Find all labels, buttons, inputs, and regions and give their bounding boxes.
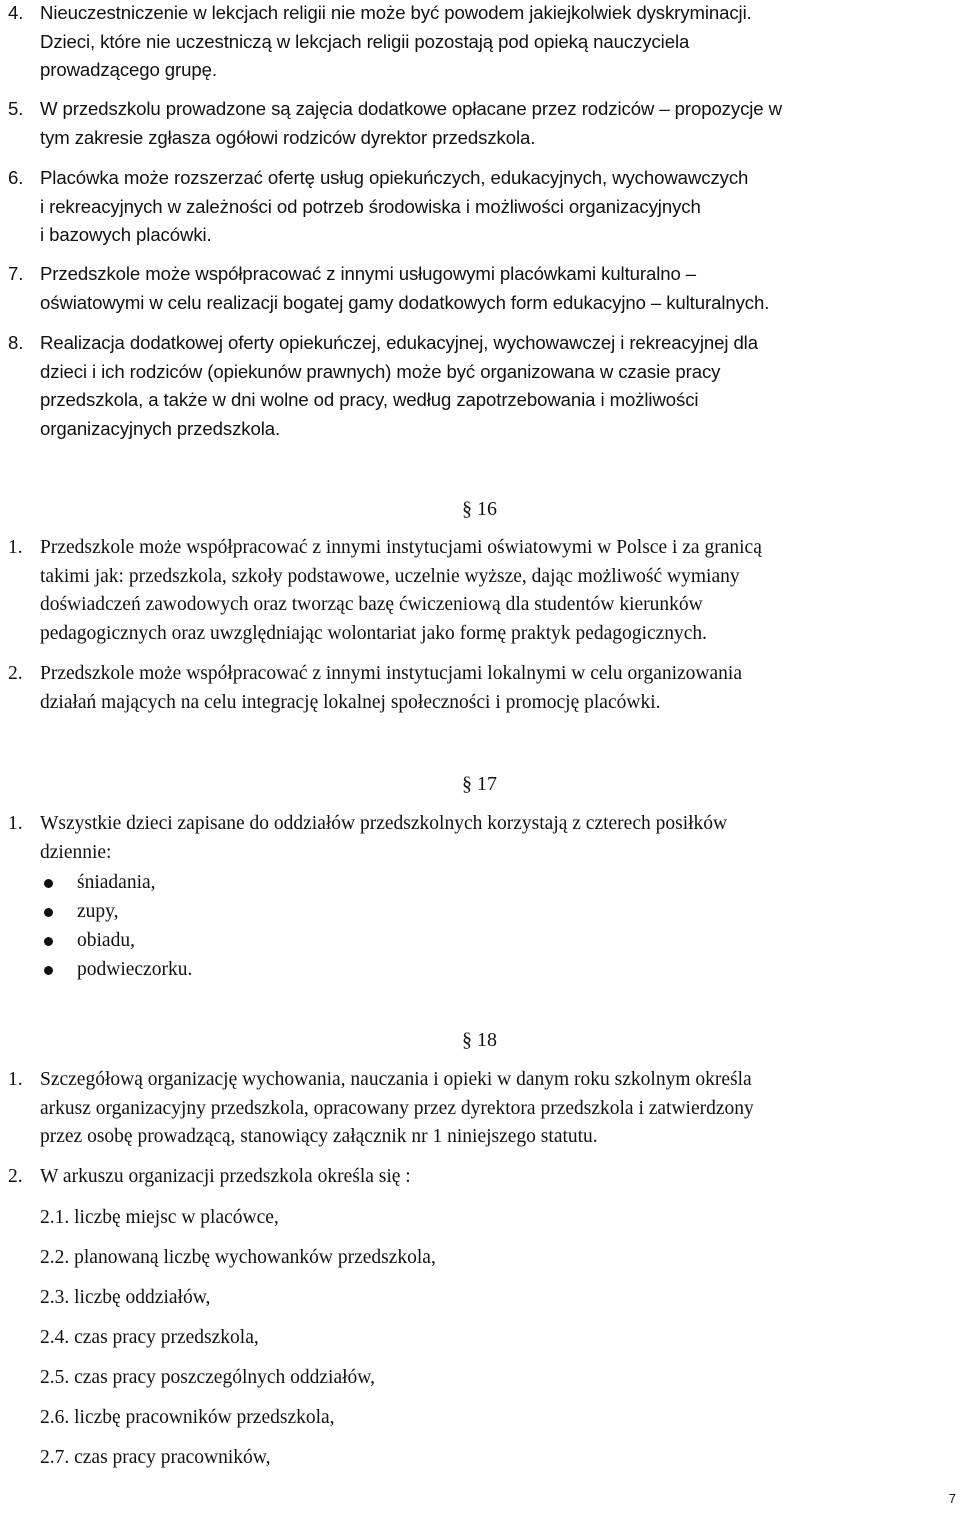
sub-item: 2.7. czas pracy pracowników, xyxy=(40,1447,271,1468)
item-number: 5. xyxy=(8,98,24,119)
item-text-line: organizacyjnych przedszkola. xyxy=(40,417,281,439)
item-number: 2. xyxy=(8,663,23,684)
item-text-line: dziennie: xyxy=(40,841,112,863)
item-text-line: i bazowych placówki. xyxy=(40,224,212,245)
item-text-line: oświatowymi w celu realizacji bogatej gamy dodatkowych form edukacyjno – kulturalnych. xyxy=(40,291,770,313)
sub-item: 2.4. czas pracy przedszkola, xyxy=(40,1327,259,1348)
bullet-icon xyxy=(44,879,53,888)
item-number: 8. xyxy=(8,332,24,353)
item-number: 4. xyxy=(8,2,24,23)
item-text-line: takimi jak: przedszkola, szkoły podstawowe, uczelnie wyższe, dając możliwość wymiany xyxy=(40,565,740,587)
item-text-line: Dzieci, które nie uczestniczą w lekcjach religii pozostają pod opieką nauczyciela xyxy=(40,30,690,52)
list-item xyxy=(8,164,953,250)
item-text-line: Wszystkie dzieci zapisane do oddziałów przedszkolnych korzystają z czterech posiłków xyxy=(40,813,728,834)
list-item xyxy=(8,660,953,717)
item-text-line: Placówka może rozszerzać ofertę usług opiekuńczych, edukacyjnych, wychowawczych xyxy=(40,167,749,188)
item-number: 6. xyxy=(8,167,24,188)
item-text-line: i rekreacyjnych w zależności od potrzeb środowiska i możliwości organizacyjnych xyxy=(40,195,701,217)
list-item xyxy=(8,1066,953,1152)
item-text-line: Przedszkole może współpracować z innymi usługowymi placówkami kulturalno – xyxy=(40,263,697,284)
item-number: 1. xyxy=(8,813,23,834)
list-item xyxy=(8,0,953,85)
item-text-line: Szczegółową organizację wychowania, nauczania i opieki w danym roku szkolnym określa xyxy=(40,1069,752,1090)
list-item xyxy=(8,534,953,648)
item-number: 2. xyxy=(8,1166,23,1187)
bullet-icon xyxy=(44,937,53,946)
item-text-line: działań mających na celu integrację lokalnej społeczności i promocję placówki. xyxy=(40,691,661,713)
item-text-line: przedszkola, a także w dni wolne od pracy, według zapotrzebowania i możliwości xyxy=(40,389,699,410)
section-heading-18: § 18 xyxy=(462,1029,497,1051)
item-text-line: Realizacja dodatkowej oferty opiekuńczej, edukacyjnej, wychowawczej i rekreacyjnej dla xyxy=(40,332,758,353)
section-heading-16: § 16 xyxy=(462,498,497,520)
item-text-line: Przedszkole może współpracować z innymi instytucjami oświatowymi w Polsce i za granicą xyxy=(40,537,762,558)
list-item xyxy=(8,95,953,152)
item-text-line: prowadzącego grupę. xyxy=(40,59,217,80)
list-item xyxy=(8,810,953,867)
item-text-line: dzieci i ich rodziców (opiekunów prawnych) może być organizowana w czasie pracy xyxy=(40,360,721,382)
section-heading-17: § 17 xyxy=(462,773,497,795)
item-text-line: przez osobę prowadzącą, stanowiący załącznik nr 1 niniejszego statutu. xyxy=(40,1126,598,1147)
sub-item: 2.6. liczbę pracowników przedszkola, xyxy=(40,1407,335,1428)
meal-label: zupy, xyxy=(77,901,119,922)
sub-item: 2.2. planowaną liczbę wychowanków przedszkola, xyxy=(40,1247,436,1268)
page-number: 7 xyxy=(948,1491,956,1506)
meal-label: obiadu, xyxy=(77,930,135,951)
meal-label: podwieczorku. xyxy=(77,959,193,980)
item-text-line: pedagogicznych oraz uwzględniając wolontariat jako formę praktyk pedagogicznych. xyxy=(40,622,708,644)
bullet-icon xyxy=(44,908,53,917)
list-item xyxy=(8,1163,953,1192)
meal-label: śniadania, xyxy=(77,872,156,893)
item-text-line: arkusz organizacyjny przedszkola, opracowany przez dyrektora przedszkola i zatwierdzony xyxy=(40,1097,754,1119)
list-item xyxy=(8,260,953,317)
sub-item: 2.3. liczbę oddziałów, xyxy=(40,1287,211,1308)
item-text-line: doświadczeń zawodowych oraz tworząc bazę ćwiczeniową dla studentów kierunków xyxy=(40,594,703,615)
item-number: 1. xyxy=(8,1069,23,1090)
item-text-line: W przedszkolu prowadzone są zajęcia dodatkowe opłacane przez rodziców – propozycje w xyxy=(40,98,782,119)
bullet-icon xyxy=(44,966,53,975)
item-number: 7. xyxy=(8,263,24,284)
sub-item: 2.1. liczbę miejsc w placówce, xyxy=(40,1207,279,1228)
item-text-line: tym zakresie zgłasza ogółowi rodziców dyrektor przedszkola. xyxy=(40,126,536,148)
item-text-line: W arkuszu organizacji przedszkola określa się : xyxy=(40,1166,411,1187)
list-item xyxy=(8,329,953,443)
item-number: 1. xyxy=(8,537,23,558)
sub-item: 2.5. czas pracy poszczególnych oddziałów, xyxy=(40,1367,375,1388)
item-text-line: Nieuczestniczenie w lekcjach religii nie może być powodem jakiejkolwiek dyskryminacji. xyxy=(40,2,752,23)
item-text-line: Przedszkole może współpracować z innymi instytucjami lokalnymi w celu organizowania xyxy=(40,663,742,684)
